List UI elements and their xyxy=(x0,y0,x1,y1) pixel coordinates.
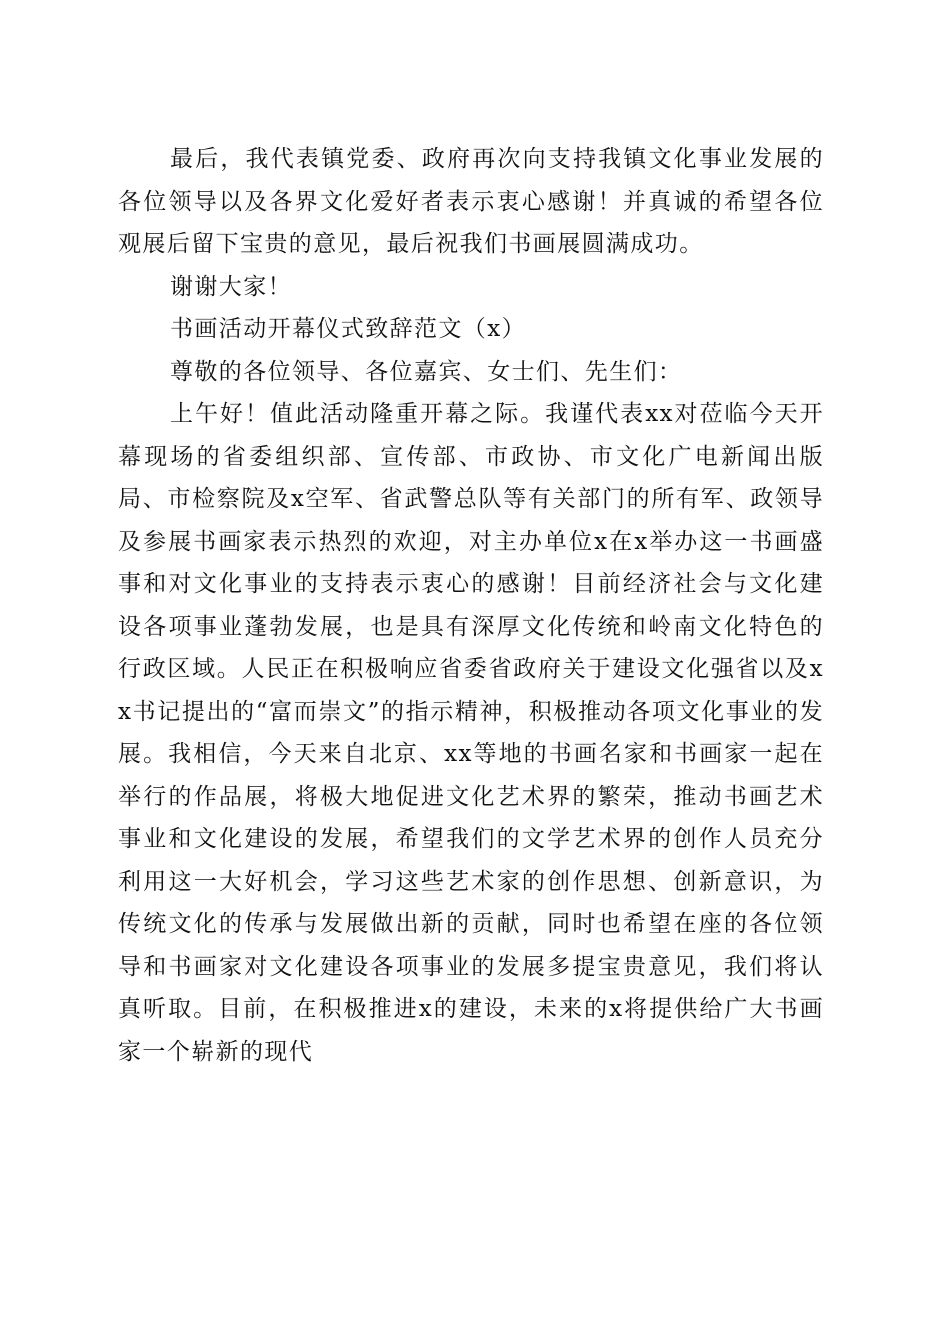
paragraph-salutation: 尊敬的各位领导、各位嘉宾、女士们、先生们： xyxy=(170,358,683,385)
paragraph-speech-body: 上午好！值此活动隆重开幕之际。我谨代表xx对莅临今天开幕现场的省委组织部、宣传部、市政协、市文化广电新闻出版局、市检察院及x空军、省武警总队等有关部门的所有军、政领导及参展书画家表示热烈的欢迎，对主办单位x在x举办这一书画盛事和对文化事业的支持表示衷心的感谢！目前经济社会与文化建设各项事业蓬勃发展，也是具有深厚文化传统和岭南文化特色的行政区域。人民正在积极响应省委省政府关于建设文化强省以及xx书记提出的“富而崇文”的指示精神，积极推动各项文化事业的发展。我相信，今天来自北京、xx等地的书画名家和书画家一起在举行的作品展，将极大地促进文化艺术界的繁荣，推动书画艺术事业和文化建设的发展，希望我们的文学艺术界的创作人员充分利用这一大好机会，学习这些艺术家的创作思想、创新意识，为传统文化的传承与发展做出新的贡献，同时也希望在座的各位领导和书画家对文化建设各项事业的发展多提宝贵意见，我们将认真听取。目前，在积极推进x的建设，未来的x将提供给广大书画家一个崭新的现代 xyxy=(118,401,824,1065)
paragraph-thank-you: 谢谢大家！ xyxy=(170,273,292,300)
document-body xyxy=(118,138,824,1073)
paragraph-section-title: 书画活动开幕仪式致辞范文（x） xyxy=(170,316,526,342)
paragraph-closing-thanks: 最后，我代表镇党委、政府再次向支持我镇文化事业发展的各位领导以及各界文化爱好者表示衷心感谢！并真诚的希望各位观展后留下宝贵的意见，最后祝我们书画展圆满成功。 xyxy=(118,146,824,257)
